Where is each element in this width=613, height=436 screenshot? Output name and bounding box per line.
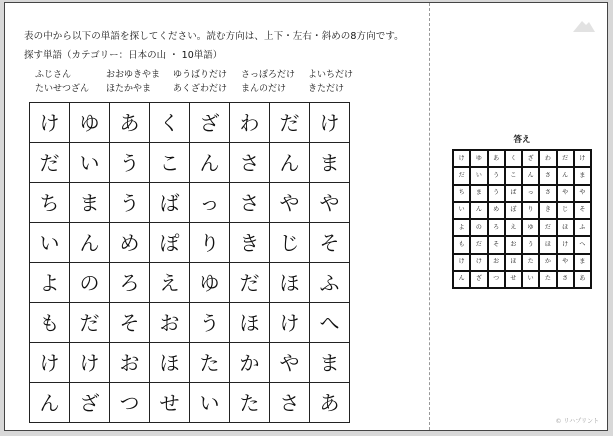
grid-cell: さ bbox=[230, 183, 270, 223]
answer-cell: け bbox=[454, 255, 469, 270]
grid-cell: い bbox=[70, 143, 110, 183]
answer-cell: ば bbox=[506, 186, 521, 201]
grid-cell: ろ bbox=[110, 263, 150, 303]
grid-cell: さ bbox=[230, 143, 270, 183]
answer-cell: せ bbox=[506, 272, 521, 287]
grid-cell: い bbox=[190, 383, 230, 423]
grid-cell: う bbox=[190, 303, 230, 343]
grid-cell: さ bbox=[270, 383, 310, 423]
answer-cell: や bbox=[575, 186, 590, 201]
answer-cell: か bbox=[540, 255, 555, 270]
answer-cell: つ bbox=[489, 272, 504, 287]
answer-cell: へ bbox=[575, 237, 590, 252]
answer-cell: お bbox=[506, 237, 521, 252]
grid-cell: お bbox=[150, 303, 190, 343]
answer-cell: そ bbox=[489, 237, 504, 252]
grid-cell: り bbox=[190, 223, 230, 263]
grid-cell: け bbox=[70, 343, 110, 383]
puzzle-grid bbox=[29, 102, 350, 423]
answer-cell: あ bbox=[575, 272, 590, 287]
answer-cell: や bbox=[558, 186, 573, 201]
answer-cell: ほ bbox=[558, 220, 573, 235]
word-item: ゆうばりだけ bbox=[173, 70, 228, 80]
answer-cell: え bbox=[506, 220, 521, 235]
answer-cell: さ bbox=[540, 186, 555, 201]
answer-title: 答え bbox=[513, 135, 531, 145]
grid-cell: も bbox=[30, 303, 70, 343]
answer-cell: や bbox=[558, 255, 573, 270]
grid-cell: よ bbox=[30, 263, 70, 303]
grid-cell: そ bbox=[110, 303, 150, 343]
grid-cell: だ bbox=[270, 103, 310, 143]
answer-cell: ほ bbox=[540, 237, 555, 252]
grid-cell: け bbox=[310, 103, 350, 143]
grid-cell: ざ bbox=[70, 383, 110, 423]
grid-cell: の bbox=[70, 263, 110, 303]
answer-cell: う bbox=[489, 186, 504, 201]
grid-cell: せ bbox=[150, 383, 190, 423]
answer-cell: ぽ bbox=[506, 203, 521, 218]
grid-cell: ま bbox=[310, 143, 350, 183]
grid-cell: え bbox=[150, 263, 190, 303]
word-item: よいちだけ bbox=[308, 70, 354, 80]
instruction-text: 表の中から以下の単語を探してください。読む方向は、上下・左右・斜めの8方向です。 bbox=[24, 31, 404, 42]
grid-cell: う bbox=[110, 143, 150, 183]
answer-cell: け bbox=[454, 151, 469, 166]
grid-cell: お bbox=[110, 343, 150, 383]
grid-cell: ん bbox=[70, 223, 110, 263]
grid-cell: ば bbox=[150, 183, 190, 223]
grid-cell: ざ bbox=[190, 103, 230, 143]
answer-cell: め bbox=[489, 203, 504, 218]
grid-cell: ぽ bbox=[150, 223, 190, 263]
grid-cell: く bbox=[150, 103, 190, 143]
answer-cell: り bbox=[523, 203, 538, 218]
grid-cell: あ bbox=[310, 383, 350, 423]
grid-cell: ま bbox=[310, 343, 350, 383]
word-item: さっぽろだけ bbox=[241, 70, 296, 80]
answer-cell: だ bbox=[540, 220, 555, 235]
grid-cell: ほ bbox=[270, 263, 310, 303]
word-item: ほたかやま bbox=[106, 84, 152, 94]
grid-cell: っ bbox=[190, 183, 230, 223]
answer-cell: ん bbox=[558, 168, 573, 183]
answer-cell: た bbox=[540, 272, 555, 287]
fold-line bbox=[429, 3, 430, 430]
answer-cell: ゆ bbox=[523, 220, 538, 235]
grid-cell: め bbox=[110, 223, 150, 263]
grid-cell: い bbox=[30, 223, 70, 263]
answer-cell: ま bbox=[575, 168, 590, 183]
grid-cell: ん bbox=[270, 143, 310, 183]
answer-cell: く bbox=[506, 151, 521, 166]
answer-cell: っ bbox=[523, 186, 538, 201]
grid-cell: だ bbox=[30, 143, 70, 183]
grid-cell: た bbox=[190, 343, 230, 383]
answer-cell: け bbox=[471, 255, 486, 270]
mountain-icon bbox=[573, 17, 595, 36]
word-item: たいせつざん bbox=[35, 84, 90, 94]
grid-cell: だ bbox=[70, 303, 110, 343]
answer-cell: ま bbox=[471, 186, 486, 201]
answer-cell: ん bbox=[471, 203, 486, 218]
answer-cell: だ bbox=[558, 151, 573, 166]
grid-cell: き bbox=[230, 223, 270, 263]
answer-cell: う bbox=[489, 168, 504, 183]
grid-cell: つ bbox=[110, 383, 150, 423]
answer-cell: じ bbox=[558, 203, 573, 218]
answer-cell: こ bbox=[506, 168, 521, 183]
grid-cell: だ bbox=[230, 263, 270, 303]
answer-cell: ち bbox=[454, 186, 469, 201]
answer-cell: ん bbox=[454, 272, 469, 287]
grid-cell: や bbox=[270, 343, 310, 383]
answer-cell: さ bbox=[558, 272, 573, 287]
answer-cell: そ bbox=[575, 203, 590, 218]
answer-cell: ん bbox=[523, 168, 538, 183]
answer-cell: さ bbox=[540, 168, 555, 183]
category-heading: 探す単語（カテゴリー：日本の山 ・ 10単語） bbox=[24, 50, 223, 61]
grid-cell: け bbox=[30, 343, 70, 383]
grid-cell: あ bbox=[110, 103, 150, 143]
grid-cell: う bbox=[110, 183, 150, 223]
answer-cell: ゆ bbox=[471, 151, 486, 166]
grid-cell: ま bbox=[70, 183, 110, 223]
answer-cell: け bbox=[558, 237, 573, 252]
grid-cell: じ bbox=[270, 223, 310, 263]
grid-cell: へ bbox=[310, 303, 350, 343]
grid-cell: ほ bbox=[150, 343, 190, 383]
grid-cell: ち bbox=[30, 183, 70, 223]
answer-cell: ま bbox=[575, 255, 590, 270]
grid-cell: た bbox=[230, 383, 270, 423]
word-item: きただけ bbox=[308, 84, 345, 94]
answer-cell: け bbox=[575, 151, 590, 166]
answer-cell: お bbox=[489, 255, 504, 270]
grid-cell: け bbox=[270, 303, 310, 343]
answer-cell: だ bbox=[454, 168, 469, 183]
answer-cell: ふ bbox=[575, 220, 590, 235]
answer-cell: よ bbox=[454, 220, 469, 235]
answer-cell: き bbox=[540, 203, 555, 218]
word-item: おおゆきやま bbox=[106, 70, 161, 80]
answer-cell: い bbox=[471, 168, 486, 183]
word-item: あくざわだけ bbox=[173, 84, 228, 94]
answer-cell: も bbox=[454, 237, 469, 252]
grid-cell: か bbox=[230, 343, 270, 383]
word-item: まんのだけ bbox=[241, 84, 287, 94]
answer-grid bbox=[452, 149, 592, 289]
grid-cell: ほ bbox=[230, 303, 270, 343]
grid-cell: こ bbox=[150, 143, 190, 183]
answer-cell: ほ bbox=[506, 255, 521, 270]
grid-cell: ゆ bbox=[70, 103, 110, 143]
grid-cell: や bbox=[270, 183, 310, 223]
answer-cell: ろ bbox=[489, 220, 504, 235]
grid-cell: わ bbox=[230, 103, 270, 143]
answer-cell: わ bbox=[540, 151, 555, 166]
answer-cell: あ bbox=[489, 151, 504, 166]
copyright: © リハプリント bbox=[555, 418, 599, 425]
grid-cell: ん bbox=[190, 143, 230, 183]
answer-cell: ざ bbox=[523, 151, 538, 166]
grid-cell: や bbox=[310, 183, 350, 223]
grid-cell: ゆ bbox=[190, 263, 230, 303]
answer-cell: い bbox=[454, 203, 469, 218]
grid-cell: け bbox=[30, 103, 70, 143]
grid-cell: ん bbox=[30, 383, 70, 423]
answer-cell: の bbox=[471, 220, 486, 235]
word-item: ふじさん bbox=[35, 70, 72, 80]
grid-cell: そ bbox=[310, 223, 350, 263]
answer-cell: た bbox=[523, 255, 538, 270]
answer-cell: い bbox=[523, 272, 538, 287]
answer-cell: だ bbox=[471, 237, 486, 252]
grid-cell: ふ bbox=[310, 263, 350, 303]
worksheet-page bbox=[4, 2, 608, 431]
answer-cell: う bbox=[523, 237, 538, 252]
answer-cell: ざ bbox=[471, 272, 486, 287]
